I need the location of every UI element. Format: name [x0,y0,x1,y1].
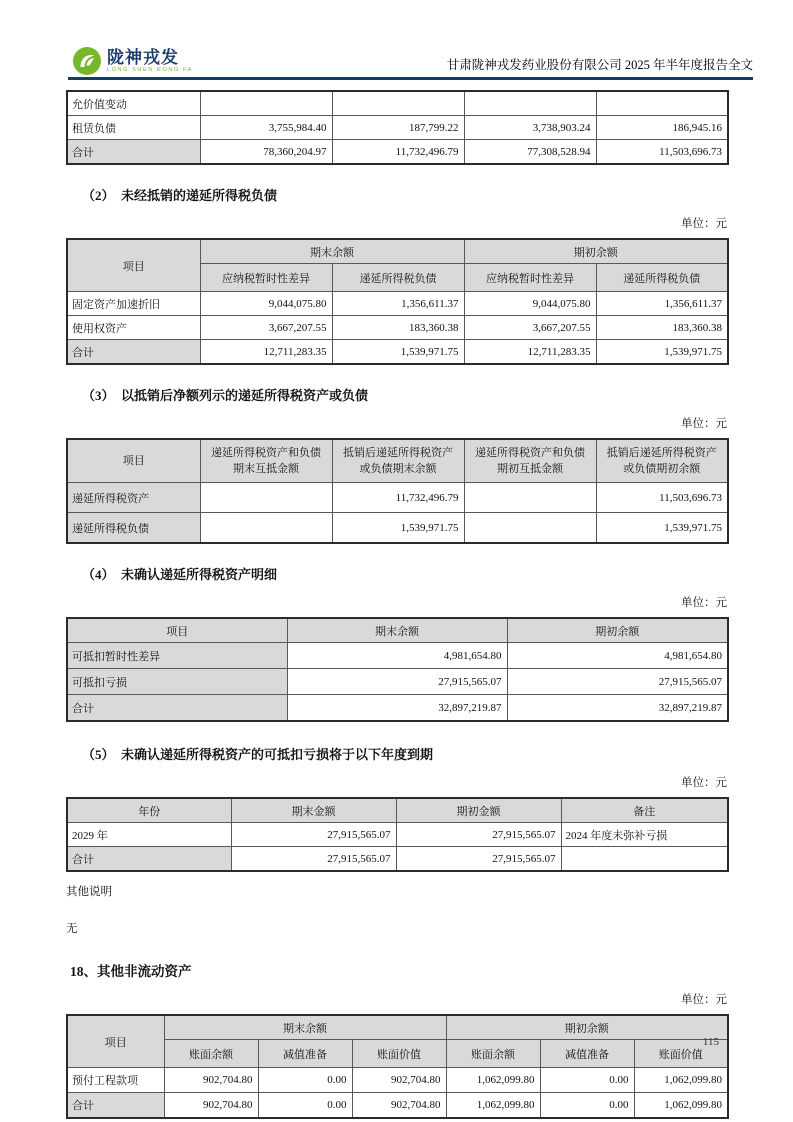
col-header-item: 项目 [67,239,200,292]
cell-value: 902,704.80 [164,1068,258,1093]
col-header: 期末余额 [287,618,507,643]
cell-value [596,91,728,116]
col-group-beginning: 期初余额 [464,239,728,264]
cell-value: 902,704.80 [164,1093,258,1119]
cell-value: 1,356,611.37 [596,292,728,316]
cell-label: 固定资产加速折旧 [67,292,200,316]
section18-heading: 18、其他非流动资产 [70,964,192,979]
table-row [67,116,728,140]
cell-value: 27,915,565.07 [287,669,507,695]
section4-heading: （4） 未确认递延所得税资产明细 [82,567,278,582]
cell-value: 4,981,654.80 [287,643,507,669]
cell-value: 183,360.38 [332,316,464,340]
cell-label: 合计 [67,140,200,165]
cell-value: 9,044,075.80 [464,292,596,316]
cell-label: 合计 [67,695,287,722]
cell-value: 78,360,204.97 [200,140,332,165]
col-subheader: 账面余额 [164,1040,258,1068]
cell-label: 使用权资产 [67,316,200,340]
col-subheader: 递延所得税负债 [596,264,728,292]
cell-value [464,91,596,116]
section2-heading: （2） 未经抵销的递延所得税负债 [82,188,278,203]
company-logo [72,46,193,76]
unit-label: 单位：元 [681,994,727,1006]
cell-value: 3,667,207.55 [464,316,596,340]
other-note-label: 其他说明 [66,886,112,898]
cell-value: 27,915,565.07 [231,847,396,872]
cell-label: 递延所得税负债 [67,513,200,544]
cell-value [332,91,464,116]
cell-value: 27,915,565.07 [231,823,396,847]
cell-value: 186,945.16 [596,116,728,140]
cell-value: 0.00 [540,1068,634,1093]
cell-value: 1,539,971.75 [596,340,728,365]
cell-value: 32,897,219.87 [507,695,728,722]
col-header: 年份 [67,798,231,823]
cell-value: 27,915,565.07 [396,847,561,872]
table-total-row [67,340,728,365]
col-header-item: 项目 [67,1015,164,1068]
cell-value: 11,503,696.73 [596,483,728,513]
table-total-row [67,140,728,165]
cell-value: 3,755,984.40 [200,116,332,140]
cell-note: 2024 年度未弥补亏损 [561,823,728,847]
cell-note [561,847,728,872]
cell-label: 递延所得税资产 [67,483,200,513]
cell-value: 1,539,971.75 [332,340,464,365]
cell-value: 11,503,696.73 [596,140,728,165]
table-row [67,643,728,669]
cell-value: 27,915,565.07 [507,669,728,695]
cell-value: 4,981,654.80 [507,643,728,669]
cell-value: 12,711,283.35 [464,340,596,365]
unit-label: 单位：元 [681,597,727,609]
page-number: 115 [702,1036,719,1048]
cell-value: 11,732,496.79 [332,140,464,165]
table-header-row [67,1015,728,1040]
section3-heading: （3） 以抵销后净额列示的递延所得税资产或负债 [82,388,369,403]
table-header-row [67,618,728,643]
cell-value: 1,062,099.80 [446,1093,540,1119]
col-subheader: 减值准备 [258,1040,352,1068]
table-header-row [67,239,728,264]
cell-value [464,513,596,544]
col-subheader: 账面价值 [634,1040,728,1068]
table-subheader-row [67,1040,728,1068]
cell-value: 902,704.80 [352,1068,446,1093]
table-total-row [67,847,728,872]
cell-label: 合计 [67,847,231,872]
table-header-row [67,439,728,483]
cell-label: 可抵扣亏损 [67,669,287,695]
col-group-beginning: 期初余额 [446,1015,728,1040]
table-total-row [67,1093,728,1119]
table-row [67,316,728,340]
unit-label: 单位：元 [681,418,727,430]
unrecognized-deferred-tax-asset-table [66,617,729,722]
cell-value: 0.00 [258,1068,352,1093]
cell-label: 2029 年 [67,823,231,847]
cell-value: 3,738,903.24 [464,116,596,140]
unoffset-deferred-tax-liability-table [66,238,729,365]
col-header: 期初金额 [396,798,561,823]
col-subheader: 账面价值 [352,1040,446,1068]
table-row [67,1068,728,1093]
cell-value [464,483,596,513]
table-row [67,513,728,544]
cell-label: 可抵扣暂时性差异 [67,643,287,669]
cell-value: 32,897,219.87 [287,695,507,722]
unit-label: 单位：元 [681,777,727,789]
cell-value: 1,062,099.80 [634,1068,728,1093]
cell-value: 1,539,971.75 [596,513,728,544]
deductible-loss-expiry-table [66,797,729,872]
table-row [67,669,728,695]
logo-en-text: LONG SHEN RONG FA [107,66,193,73]
logo-icon [72,46,102,76]
cell-value: 3,667,207.55 [200,316,332,340]
table-row [67,292,728,316]
cell-value: 0.00 [540,1093,634,1119]
net-deferred-tax-table [66,438,729,544]
logo-cn-text: 陇神戎发 [107,47,179,67]
col-header: 递延所得税资产和负债期末互抵金额 [200,439,332,483]
col-header: 抵销后递延所得税资产或负债期末余额 [332,439,464,483]
table-row [67,823,728,847]
cell-value: 27,915,565.07 [396,823,561,847]
col-subheader: 应纳税暂时性差异 [200,264,332,292]
cell-label: 租赁负债 [67,116,200,140]
col-subheader: 应纳税暂时性差异 [464,264,596,292]
cell-value [200,513,332,544]
cell-value: 77,308,528.94 [464,140,596,165]
table-total-row [67,695,728,722]
section5-heading: （5） 未确认递延所得税资产的可抵扣亏损将于以下年度到期 [82,747,434,762]
col-header: 递延所得税资产和负债期初互抵金额 [464,439,596,483]
cell-value: 902,704.80 [352,1093,446,1119]
cell-value: 11,732,496.79 [332,483,464,513]
col-group-ending: 期末余额 [164,1015,446,1040]
document-title: 甘肃陇神戎发药业股份有限公司 2025 年半年度报告全文 [446,58,753,72]
unit-label: 单位：元 [681,218,727,230]
col-group-ending: 期末余额 [200,239,464,264]
col-header: 抵销后递延所得税资产或负债期初余额 [596,439,728,483]
other-noncurrent-assets-table [66,1014,729,1119]
col-subheader: 账面余额 [446,1040,540,1068]
col-header: 期末金额 [231,798,396,823]
col-subheader: 递延所得税负债 [332,264,464,292]
col-header: 备注 [561,798,728,823]
table-row [67,91,728,116]
cell-value: 1,356,611.37 [332,292,464,316]
cell-value: 1,062,099.80 [634,1093,728,1119]
table-header-row [67,798,728,823]
cell-value [200,91,332,116]
cell-label: 预付工程款项 [67,1068,164,1093]
cell-value: 187,799.22 [332,116,464,140]
cell-value: 0.00 [258,1093,352,1119]
col-header: 项目 [67,439,200,483]
cell-value: 9,044,075.80 [200,292,332,316]
col-header: 项目 [67,618,287,643]
cell-value: 183,360.38 [596,316,728,340]
other-note-value: 无 [66,923,78,935]
table-row [67,483,728,513]
cell-value: 1,539,971.75 [332,513,464,544]
col-subheader: 减值准备 [540,1040,634,1068]
cell-value [200,483,332,513]
col-header: 期初余额 [507,618,728,643]
cell-value: 1,062,099.80 [446,1068,540,1093]
cell-label: 合计 [67,1093,164,1119]
cell-label: 合计 [67,340,200,365]
cell-value: 12,711,283.35 [200,340,332,365]
cell-label: 允价值变动 [67,91,200,116]
header-rule [68,77,753,80]
deferred-tax-asset-continued-table [66,90,729,165]
